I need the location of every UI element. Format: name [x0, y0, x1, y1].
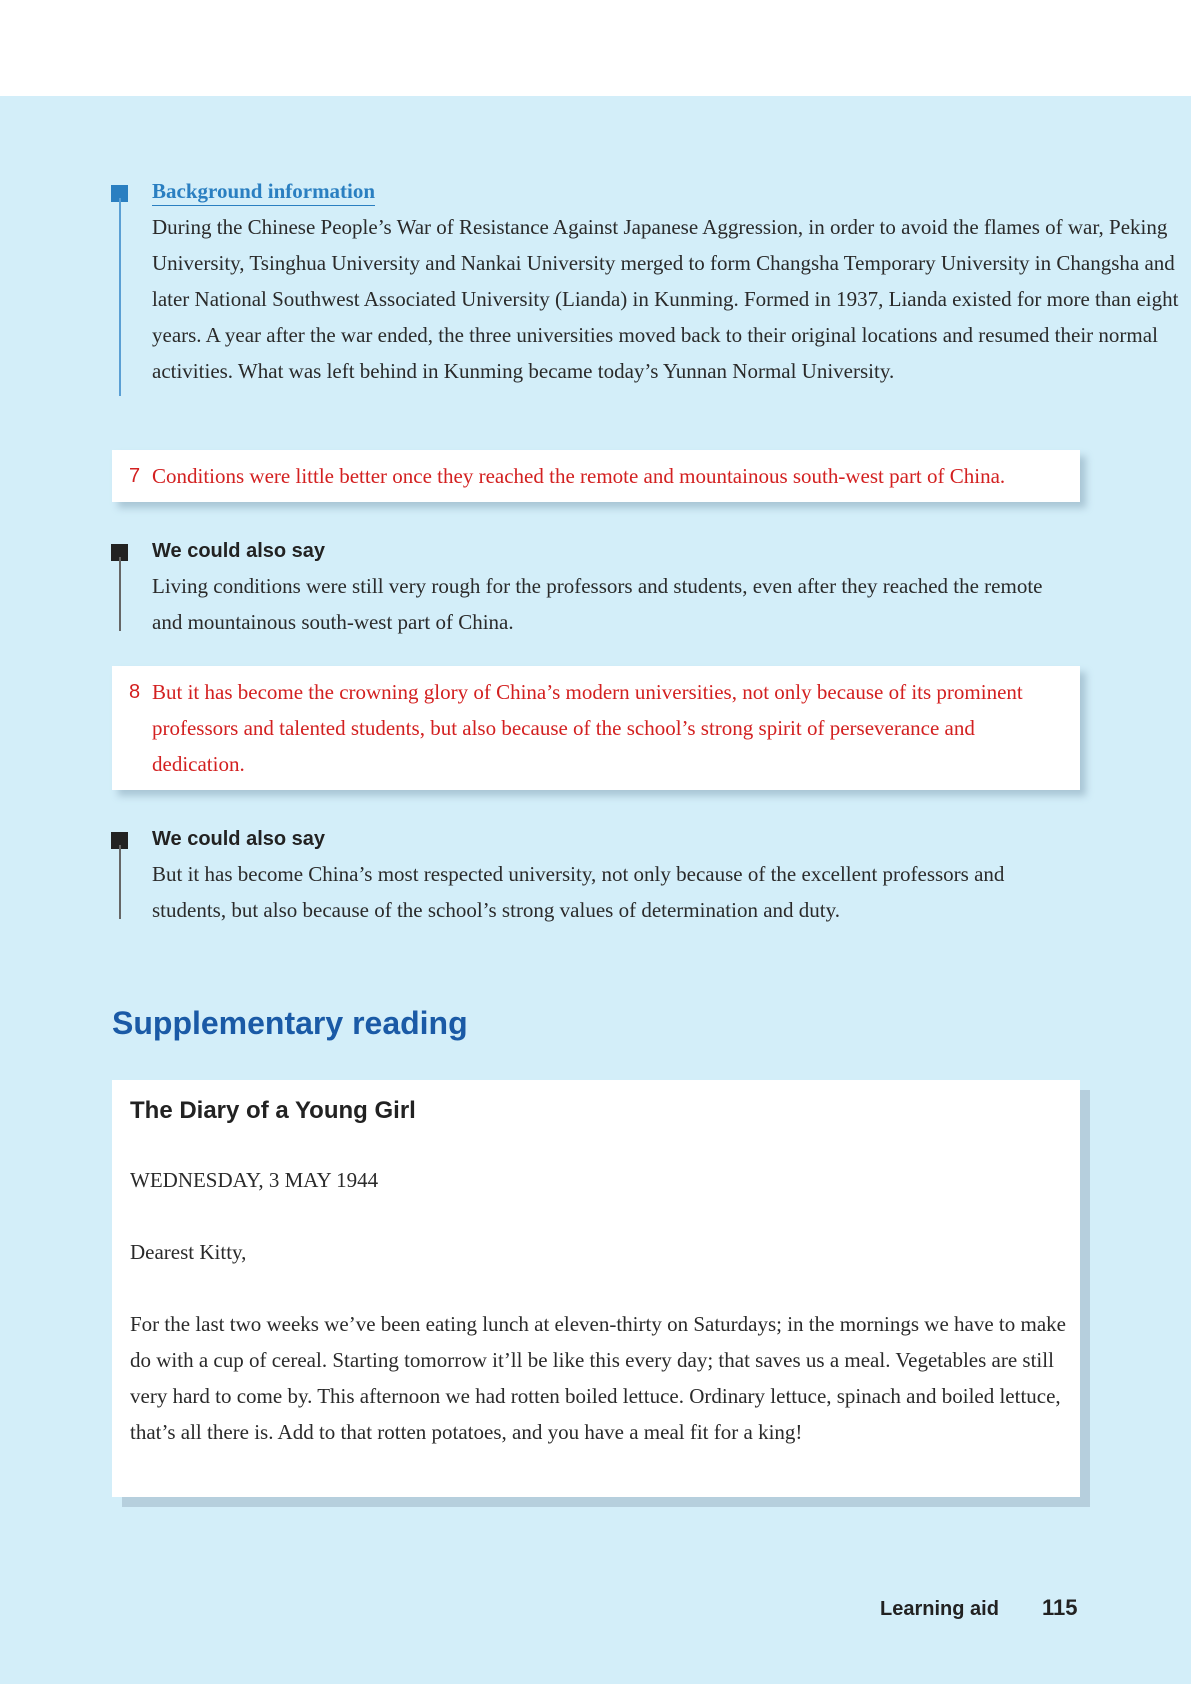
note-vertical-rule: [119, 557, 121, 631]
background-information-heading: Background information: [152, 178, 375, 206]
quote-text: But it has become the crowning glory of China’s modern universities, not only because of its prominent professors and talented students, but also because of the school’s strong spirit of perseverance and dedication.: [152, 680, 1023, 776]
diary-paragraph: For the last two weeks we’ve been eating lunch at eleven-thirty on Saturdays; in the mornings we have to make do with a cup of cereal. Starting tomorrow it’ll be like this every day; that saves us a meal. Vegetables are still very hard to come by. This afternoon we had rotten boiled lettuce. Ordinary lettuce, spinach and boiled lettuce, that’s all there is. Add to that rotten potatoes, and you have a meal fit for a king!: [130, 1312, 1066, 1444]
page-number: 115: [1042, 1595, 1078, 1620]
note-vertical-rule: [119, 845, 121, 919]
background-information-note: [111, 178, 1179, 418]
reading-title: The Diary of a Young Girl: [130, 1097, 416, 1124]
note-vertical-rule: [119, 198, 121, 396]
diary-salutation: Dearest Kitty,: [130, 1240, 247, 1264]
footer-section-label: Learning aid: [880, 1598, 999, 1620]
background-information-body: During the Chinese People’s War of Resistance Against Japanese Aggression, in order to avoid the flames of war, Peking University, Tsinghua University and Nankai University merged to form Changsha Temporary University in Changsha and later National Southwest Associated University (Lianda) in Kunming. Formed in 1937, Lianda existed for more than eight years. A year after the war ended, the three universities moved back to their original locations and resumed their normal activities. What was left behind in Kunming became today’s Yunnan Normal University.: [152, 215, 1179, 383]
could-also-say-heading: We could also say: [152, 828, 326, 850]
quote-box-7: [112, 450, 1080, 502]
could-also-say-body: Living conditions were still very rough for the professors and students, even after they reached the remote and mountainous south-west part of China.: [152, 574, 1043, 634]
could-also-say-note-2: [111, 825, 1081, 925]
quote-number: 7: [129, 465, 141, 487]
could-also-say-note-1: [111, 537, 1081, 637]
supplementary-reading-box: [112, 1080, 1080, 1497]
supplementary-reading-title: Supplementary reading: [112, 1005, 468, 1041]
could-also-say-heading: We could also say: [152, 540, 326, 562]
quote-box-8: [112, 666, 1080, 790]
quote-text: Conditions were little better once they reached the remote and mountainous south-west part of China.: [152, 464, 1006, 488]
could-also-say-body: But it has become China’s most respected university, not only because of the excellent professors and students, but also because of the school’s strong values of determination and duty.: [152, 862, 1005, 922]
diary-date: WEDNESDAY, 3 MAY 1944: [130, 1168, 379, 1192]
quote-number: 8: [129, 681, 141, 703]
